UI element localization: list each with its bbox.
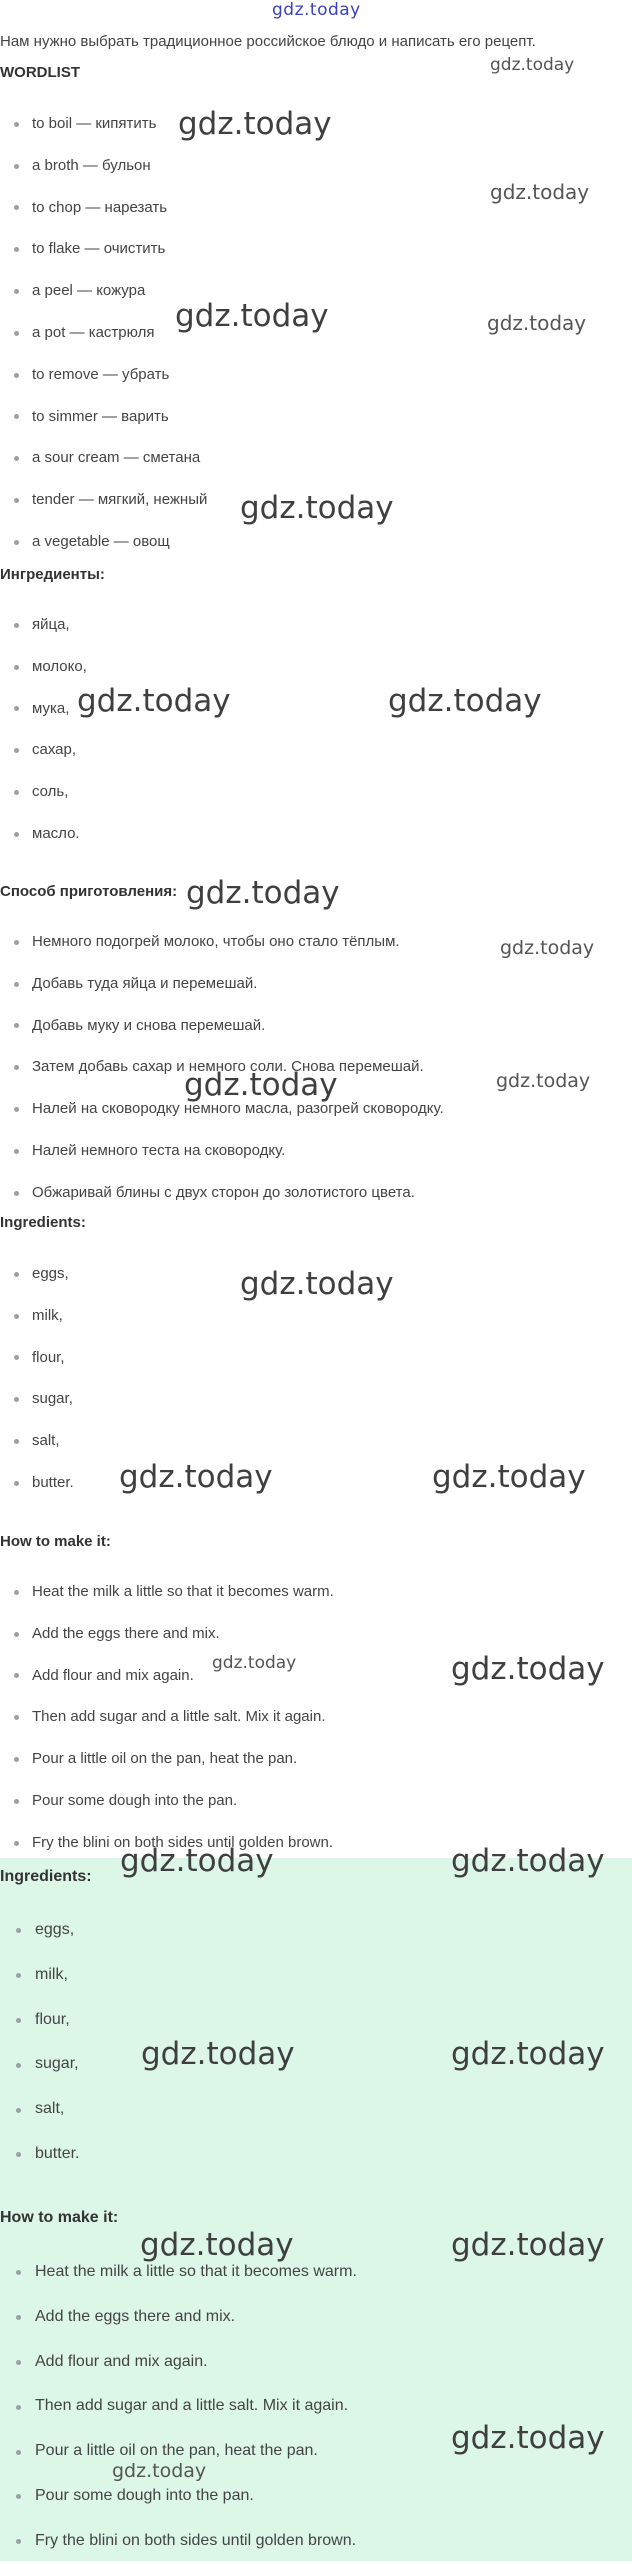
list-item: butter. — [0, 2132, 79, 2177]
list-item: Heat the milk a little so that it becomes warm. — [0, 1571, 334, 1613]
list-item: tender — мягкий, нежный — [0, 479, 207, 521]
list-item: Добавь муку и снова перемешай. — [0, 1005, 444, 1047]
list-item: butter. — [0, 1462, 74, 1504]
method-ru-heading: Способ приготовления: — [0, 883, 178, 900]
watermark: gdz.today — [451, 1843, 605, 1879]
watermark: gdz.today — [77, 683, 231, 719]
list-item: a pot — кастрюля — [0, 312, 207, 354]
list-item: мука, — [0, 688, 87, 730]
list-item: Добавь туда яйца и перемешай. — [0, 963, 444, 1005]
list-item: milk, — [0, 1953, 79, 1998]
list-item: соль, — [0, 771, 87, 813]
ingredients-ru-list — [0, 604, 87, 855]
list-item: eggs, — [0, 1253, 74, 1295]
method-en-list — [0, 1571, 334, 1864]
watermark: gdz.today — [178, 106, 332, 142]
ingredients-en-2-list — [0, 1908, 79, 2177]
watermark: gdz.today — [140, 2227, 294, 2263]
watermark: gdz.today — [175, 298, 329, 334]
watermark: gdz.today — [451, 2420, 605, 2456]
watermark: gdz.today — [184, 1067, 338, 1103]
list-item: Pour a little oil on the pan, heat the pan. — [0, 1738, 334, 1780]
list-item: Add the eggs there and mix. — [0, 1613, 334, 1655]
list-item: to chop — нарезать — [0, 187, 207, 229]
list-item: sugar, — [0, 1378, 74, 1420]
watermark: gdz.today — [451, 2227, 605, 2263]
watermark: gdz.today — [141, 2036, 295, 2072]
method-en-2-list — [0, 2250, 357, 2564]
list-item: a peel — кожура — [0, 270, 207, 312]
list-item: milk, — [0, 1295, 74, 1337]
watermark: gdz.today — [388, 683, 542, 719]
watermark: gdz.today — [212, 1653, 297, 1673]
list-item: Обжаривай блины с двух сторон до золотистого цвета. — [0, 1172, 444, 1214]
list-item: Fry the blini on both sides until golden brown. — [0, 2519, 357, 2564]
list-item: яйца, — [0, 604, 87, 646]
watermark: gdz.today — [186, 875, 340, 911]
list-item: a vegetable — овощ — [0, 521, 207, 563]
list-item: Add the eggs there and mix. — [0, 2295, 357, 2340]
task-intro: Нам нужно выбрать традиционное российское блюдо и написать его рецепт. — [0, 33, 536, 50]
ingredients-en-heading: Ingredients: — [0, 1214, 86, 1231]
watermark: gdz.today — [500, 937, 595, 959]
list-item: Fry the blini on both sides until golden brown. — [0, 1822, 334, 1864]
list-item: Add flour and mix again. — [0, 2340, 357, 2385]
list-item: Налей немного теста на сковородку. — [0, 1130, 444, 1172]
list-item: eggs, — [0, 1908, 79, 1953]
list-item: salt, — [0, 1420, 74, 1462]
watermark: gdz.today — [451, 2036, 605, 2072]
watermark: gdz.today — [451, 1651, 605, 1687]
ingredients-en-2-heading: Ingredients: — [0, 1868, 92, 1885]
list-item: Then add sugar and a little salt. Mix it again. — [0, 1696, 334, 1738]
watermark: gdz.today — [487, 311, 587, 335]
watermark: gdz.today — [240, 1266, 394, 1302]
site-logo[interactable]: gdz.today — [272, 0, 361, 20]
watermark: gdz.today — [119, 1459, 273, 1495]
watermark: gdz.today — [490, 180, 590, 204]
list-item: Pour a little oil on the pan, heat the pan. — [0, 2429, 357, 2474]
list-item: Pour some dough into the pan. — [0, 2474, 357, 2519]
list-item: a broth — бульон — [0, 145, 207, 187]
list-item: flour, — [0, 1998, 79, 2043]
watermark: gdz.today — [496, 1070, 591, 1092]
list-item: Затем добавь сахар и немного соли. Снова перемешай. — [0, 1046, 444, 1088]
ingredients-en-list — [0, 1253, 74, 1504]
list-item: масло. — [0, 813, 87, 855]
list-item: молоко, — [0, 646, 87, 688]
list-item: to simmer — варить — [0, 396, 207, 438]
list-item: Немного подогрей молоко, чтобы оно стало тёплым. — [0, 921, 444, 963]
list-item: sugar, — [0, 2042, 79, 2087]
ingredients-ru-heading: Ингредиенты: — [0, 566, 105, 583]
list-item: сахар, — [0, 729, 87, 771]
list-item: flour, — [0, 1337, 74, 1379]
list-item: to boil — кипятить — [0, 103, 207, 145]
wordlist-heading: WORDLIST — [0, 64, 80, 81]
list-item: Add flour and mix again. — [0, 1655, 334, 1697]
method-en-2-heading: How to make it: — [0, 2209, 119, 2226]
method-en-heading: How to make it: — [0, 1533, 111, 1550]
list-item: Pour some dough into the pan. — [0, 1780, 334, 1822]
watermark: gdz.today — [112, 2460, 207, 2482]
watermark: gdz.today — [432, 1459, 586, 1495]
list-item: salt, — [0, 2087, 79, 2132]
list-item: Heat the milk a little so that it becomes warm. — [0, 2250, 357, 2295]
list-item: Then add sugar and a little salt. Mix it again. — [0, 2384, 357, 2429]
list-item: Налей на сковородку немного масла, разогрей сковородку. — [0, 1088, 444, 1130]
list-item: a sour cream — сметана — [0, 437, 207, 479]
list-item: to flake — очистить — [0, 228, 207, 270]
watermark: gdz.today — [120, 1843, 274, 1879]
watermark: gdz.today — [240, 490, 394, 526]
list-item: to remove — убрать — [0, 354, 207, 396]
watermark: gdz.today — [490, 55, 575, 75]
